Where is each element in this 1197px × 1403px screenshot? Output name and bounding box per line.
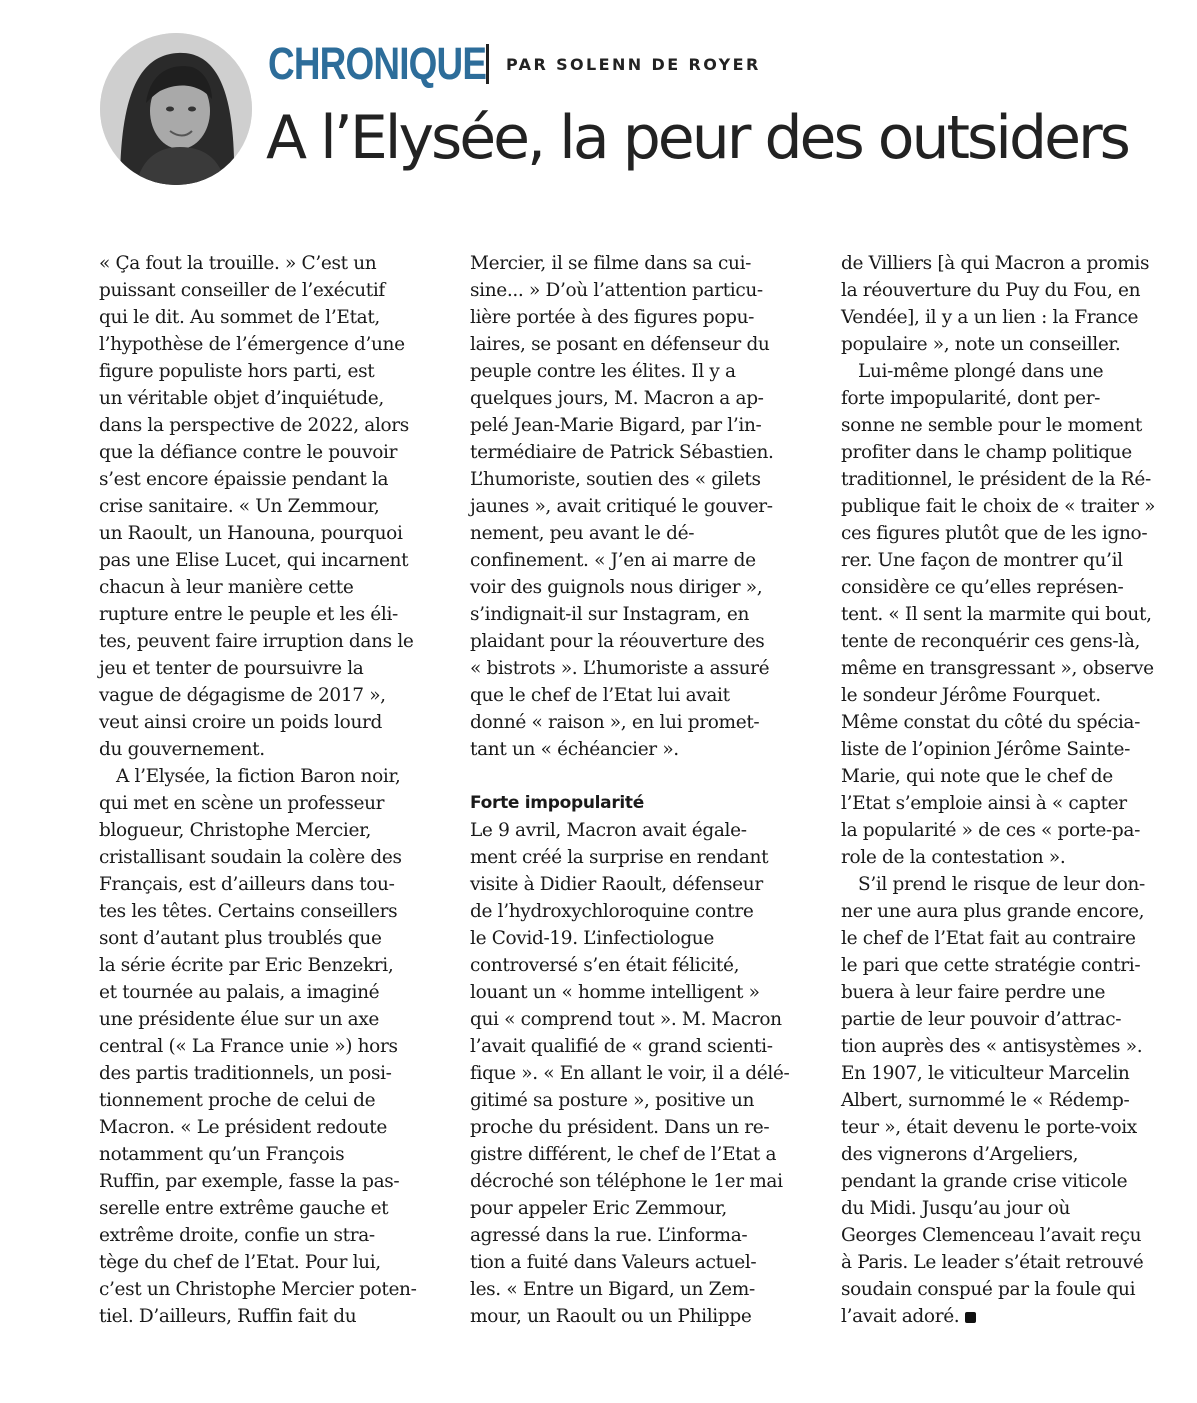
text-line bbox=[841, 1141, 1186, 1168]
text-line-content: quelques jours, M. Macron a ap- bbox=[470, 388, 764, 409]
text-line-content: proche du président. Dans un re- bbox=[470, 1117, 770, 1138]
subheading-text: Forte impopularité bbox=[470, 793, 644, 813]
text-line-content: mour, un Raoult ou un Philippe bbox=[470, 1306, 752, 1327]
text-line bbox=[99, 1033, 444, 1060]
text-line-content: nement, peu avant le dé- bbox=[470, 523, 695, 544]
text-line-content: Mercier, il se filme dans sa cui- bbox=[470, 253, 752, 274]
text-line bbox=[841, 439, 1186, 466]
text-line bbox=[841, 331, 1186, 358]
text-line bbox=[841, 304, 1186, 331]
text-line bbox=[841, 1060, 1186, 1087]
text-line bbox=[470, 1114, 815, 1141]
text-line bbox=[470, 466, 815, 493]
text-line bbox=[470, 1033, 815, 1060]
text-line bbox=[841, 250, 1186, 277]
text-line bbox=[99, 979, 444, 1006]
text-line bbox=[841, 277, 1186, 304]
text-line-content: Le 9 avril, Macron avait égale- bbox=[470, 820, 747, 841]
text-line-content: tente de reconquérir ces gens-là, bbox=[841, 631, 1141, 652]
text-line bbox=[99, 466, 444, 493]
text-line bbox=[841, 574, 1186, 601]
text-line bbox=[841, 1087, 1186, 1114]
text-line-content: peuple contre les élites. Il y a bbox=[470, 361, 736, 382]
text-line-content: la popularité » de ces « porte-pa- bbox=[841, 820, 1140, 841]
text-line-content: décroché son téléphone le 1er mai bbox=[470, 1171, 783, 1192]
text-line bbox=[99, 709, 444, 736]
text-line bbox=[841, 628, 1186, 655]
text-line-content: tes les têtes. Certains conseillers bbox=[99, 901, 398, 922]
text-line bbox=[99, 763, 444, 790]
text-line bbox=[470, 655, 815, 682]
text-line bbox=[841, 358, 1186, 385]
text-line-content: sont d’autant plus troublés que bbox=[99, 928, 382, 949]
text-line bbox=[99, 250, 444, 277]
text-line-content: sonne ne semble pour le moment bbox=[841, 415, 1142, 436]
text-line bbox=[470, 520, 815, 547]
text-line-content: A l’Elysée, la fiction Baron noir, bbox=[116, 766, 401, 787]
text-line-content: traditionnel, le président de la Ré- bbox=[841, 469, 1151, 490]
text-line bbox=[99, 655, 444, 682]
text-line bbox=[99, 1168, 444, 1195]
text-line-content: visite à Didier Raoult, défenseur bbox=[470, 874, 763, 895]
text-line-content: considère ce qu’elles représen- bbox=[841, 577, 1124, 598]
text-line-content: plaidant pour la réouverture des bbox=[470, 631, 765, 652]
text-line-content: une présidente élue sur un axe bbox=[99, 1009, 380, 1030]
text-line-content: s’indignait-il sur Instagram, en bbox=[470, 604, 750, 625]
text-line bbox=[470, 250, 815, 277]
text-line-content: soudain conspué par la foule qui bbox=[841, 1279, 1136, 1300]
article-column-3 bbox=[841, 250, 1186, 1330]
text-line-content: gitimé sa posture », positive un bbox=[470, 1090, 755, 1111]
text-line bbox=[841, 1303, 1186, 1330]
text-line bbox=[99, 439, 444, 466]
text-line-content: tant un « échéancier ». bbox=[470, 739, 679, 760]
text-line bbox=[470, 817, 815, 844]
text-line bbox=[99, 574, 444, 601]
text-line-content: L’humoriste, soutien des « gilets bbox=[470, 469, 761, 490]
text-line bbox=[841, 1222, 1186, 1249]
text-line-content: confinement. « J’en ai marre de bbox=[470, 550, 756, 571]
text-line-content: dans la perspective de 2022, alors bbox=[99, 415, 409, 436]
text-line bbox=[99, 385, 444, 412]
text-line-content: donné « raison », en lui promet- bbox=[470, 712, 760, 733]
text-line-content: un véritable objet d’inquiétude, bbox=[99, 388, 384, 409]
article-column-1 bbox=[99, 250, 444, 1330]
text-line bbox=[99, 493, 444, 520]
text-line bbox=[470, 1087, 815, 1114]
text-line-content: jaunes », avait critiqué le gouver- bbox=[470, 496, 773, 517]
text-line-content: du gouvernement. bbox=[99, 739, 265, 760]
text-line bbox=[99, 1303, 444, 1330]
text-line bbox=[470, 871, 815, 898]
text-line bbox=[99, 358, 444, 385]
text-line-content: laires, se posant en défenseur du bbox=[470, 334, 770, 355]
text-line-content: Français, est d’ailleurs dans tou- bbox=[99, 874, 395, 895]
section-subheading bbox=[470, 790, 815, 817]
text-line bbox=[470, 1195, 815, 1222]
text-line-content: role de la contestation ». bbox=[841, 847, 1066, 868]
text-line-content: le pari que cette stratégie contri- bbox=[841, 955, 1141, 976]
text-line bbox=[470, 439, 815, 466]
text-line bbox=[841, 817, 1186, 844]
text-line-content: à Paris. Le leader s’était retrouvé bbox=[841, 1252, 1144, 1273]
text-line-content: teur », était devenu le porte-voix bbox=[841, 1117, 1137, 1138]
text-line-content: tège du chef de l’Etat. Pour lui, bbox=[99, 1252, 381, 1273]
text-line bbox=[841, 763, 1186, 790]
text-line-content: cristallisant soudain la colère des bbox=[99, 847, 402, 868]
text-line bbox=[841, 493, 1186, 520]
text-line-content: Même constat du côté du spécia- bbox=[841, 712, 1140, 733]
text-line bbox=[99, 1141, 444, 1168]
text-line-content: ner une aura plus grande encore, bbox=[841, 901, 1145, 922]
author-portrait-image bbox=[100, 33, 252, 185]
text-line bbox=[470, 331, 815, 358]
text-line-content: Marie, qui note que le chef de bbox=[841, 766, 1113, 787]
text-line bbox=[470, 1141, 815, 1168]
text-line bbox=[99, 682, 444, 709]
article-column-2 bbox=[470, 250, 815, 1330]
text-line-content: un Raoult, un Hanouna, pourquoi bbox=[99, 523, 403, 544]
text-line bbox=[470, 574, 815, 601]
text-line-content: buera à leur faire perdre une bbox=[841, 982, 1106, 1003]
text-line-content: Macron. « Le président redoute bbox=[99, 1117, 387, 1138]
text-line-content: tiel. D’ailleurs, Ruffin fait du bbox=[99, 1306, 357, 1327]
text-line bbox=[99, 844, 444, 871]
text-line-content: Georges Clemenceau l’avait reçu bbox=[841, 1225, 1142, 1246]
text-line bbox=[470, 412, 815, 439]
text-line-content: s’est encore épaissie pendant la bbox=[99, 469, 389, 490]
text-line bbox=[470, 844, 815, 871]
text-line-content: Albert, surnommé le « Rédemp- bbox=[841, 1090, 1130, 1111]
text-line-content: sine... » D’où l’attention particu- bbox=[470, 280, 763, 301]
text-line bbox=[841, 1168, 1186, 1195]
text-line-content: l’Etat s’emploie ainsi à « capter bbox=[841, 793, 1127, 814]
text-line bbox=[99, 601, 444, 628]
text-line-content: l’avait qualifié de « grand scienti- bbox=[470, 1036, 773, 1057]
text-line bbox=[470, 1222, 815, 1249]
text-line-content: pendant la grande crise viticole bbox=[841, 1171, 1128, 1192]
text-line bbox=[99, 277, 444, 304]
text-line-content: lière portée à des figures popu- bbox=[470, 307, 755, 328]
text-line-content: partie de leur pouvoir d’attrac- bbox=[841, 1009, 1122, 1030]
text-line bbox=[470, 1168, 815, 1195]
text-line-content: ces figures plutôt que de les igno- bbox=[841, 523, 1148, 544]
text-line bbox=[841, 736, 1186, 763]
text-line bbox=[841, 682, 1186, 709]
text-line-content: « bistrots ». L’humoriste a assuré bbox=[470, 658, 770, 679]
text-line bbox=[470, 547, 815, 574]
text-line bbox=[470, 1276, 815, 1303]
text-line bbox=[841, 709, 1186, 736]
text-line bbox=[841, 1276, 1186, 1303]
text-line-content: tent. « Il sent la marmite qui bout, bbox=[841, 604, 1152, 625]
text-line-content: blogueur, Christophe Mercier, bbox=[99, 820, 372, 841]
text-line bbox=[470, 952, 815, 979]
rubric-separator bbox=[486, 44, 489, 84]
text-line bbox=[841, 871, 1186, 898]
text-line-content: pas une Elise Lucet, qui incarnent bbox=[99, 550, 409, 571]
text-line-content: même en transgressant », observe bbox=[841, 658, 1154, 679]
text-line bbox=[99, 547, 444, 574]
text-line bbox=[470, 304, 815, 331]
text-line-content: du Midi. Jusqu’au jour où bbox=[841, 1198, 1071, 1219]
text-line-content: l’hypothèse de l’émergence d’une bbox=[99, 334, 405, 355]
text-line bbox=[470, 628, 815, 655]
text-line-content: louant un « homme intelligent » bbox=[470, 982, 760, 1003]
text-line-content: chacun à leur manière cette bbox=[99, 577, 354, 598]
text-line-content: Vendée], il y a un lien : la France bbox=[841, 307, 1139, 328]
text-line-content: qui le dit. Au sommet de l’Etat, bbox=[99, 307, 380, 328]
text-line-content: tionnement proche de celui de bbox=[99, 1090, 376, 1111]
text-line bbox=[470, 682, 815, 709]
text-line bbox=[841, 1249, 1186, 1276]
text-line bbox=[99, 898, 444, 925]
text-line-content: profiter dans le champ politique bbox=[841, 442, 1132, 463]
text-line bbox=[470, 277, 815, 304]
text-line-content: qui « comprend tout ». M. Macron bbox=[470, 1009, 782, 1030]
text-line bbox=[841, 790, 1186, 817]
text-line-content: extrême droite, confie un stra- bbox=[99, 1225, 375, 1246]
text-line-content: vague de dégagisme de 2017 », bbox=[99, 685, 386, 706]
text-line bbox=[841, 520, 1186, 547]
text-line bbox=[470, 601, 815, 628]
text-line bbox=[841, 601, 1186, 628]
text-line bbox=[99, 412, 444, 439]
text-line-content: pour appeler Eric Zemmour, bbox=[470, 1198, 727, 1219]
text-line bbox=[470, 1303, 815, 1330]
text-line bbox=[99, 817, 444, 844]
text-line-content: En 1907, le viticulteur Marcelin bbox=[841, 1063, 1130, 1084]
text-line bbox=[841, 898, 1186, 925]
text-line-content: tion auprès des « antisystèmes ». bbox=[841, 1036, 1143, 1057]
text-line-content: des partis traditionnels, un posi- bbox=[99, 1063, 392, 1084]
text-line-content: serelle entre extrême gauche et bbox=[99, 1198, 389, 1219]
text-line bbox=[470, 1249, 815, 1276]
text-line bbox=[470, 1006, 815, 1033]
text-line bbox=[841, 979, 1186, 1006]
text-line-content: la réouverture du Puy du Fou, en bbox=[841, 280, 1141, 301]
text-line-content: fique ». « En allant le voir, il a délé- bbox=[470, 1063, 790, 1084]
text-line bbox=[470, 898, 815, 925]
text-line bbox=[99, 790, 444, 817]
text-line-content: ment créé la surprise en rendant bbox=[470, 847, 769, 868]
text-line bbox=[99, 1276, 444, 1303]
text-line bbox=[841, 412, 1186, 439]
text-line bbox=[99, 1114, 444, 1141]
text-line bbox=[841, 466, 1186, 493]
text-line bbox=[470, 979, 815, 1006]
text-line-content: la série écrite par Eric Benzekri, bbox=[99, 955, 394, 976]
text-line bbox=[99, 1249, 444, 1276]
text-line-content: le sondeur Jérôme Fourquet. bbox=[841, 685, 1101, 706]
rubric-label: CHRONIQUE bbox=[268, 38, 487, 89]
text-line-content: rer. Une façon de montrer qu’il bbox=[841, 550, 1123, 571]
text-line bbox=[99, 1006, 444, 1033]
text-line-content: et tournée au palais, a imaginé bbox=[99, 982, 380, 1003]
text-line-content: l’avait adoré. bbox=[841, 1306, 960, 1327]
text-line-content: qui met en scène un professeur bbox=[99, 793, 385, 814]
text-line-content: le chef de l’Etat fait au contraire bbox=[841, 928, 1136, 949]
text-line-content: que le chef de l’Etat lui avait bbox=[470, 685, 730, 706]
text-line-content: rupture entre le peuple et les éli- bbox=[99, 604, 398, 625]
text-line-content: gistre différent, le chef de l’Etat a bbox=[470, 1144, 777, 1165]
text-line-content: de Villiers [à qui Macron a promis bbox=[841, 253, 1150, 274]
text-line bbox=[841, 925, 1186, 952]
text-line-content: que la défiance contre le pouvoir bbox=[99, 442, 398, 463]
text-line-content: puissant conseiller de l’exécutif bbox=[99, 280, 385, 301]
text-line-content: « Ça fout la trouille. » C’est un bbox=[99, 253, 377, 274]
text-line bbox=[99, 736, 444, 763]
rubric-header bbox=[268, 38, 761, 90]
text-line bbox=[470, 925, 815, 952]
text-line-content: jeu et tenter de poursuivre la bbox=[99, 658, 364, 679]
text-line-content: central (« La France unie ») hors bbox=[99, 1036, 398, 1057]
text-line-content: liste de l’opinion Jérôme Sainte- bbox=[841, 739, 1131, 760]
text-line-content: de l’hydroxychloroquine contre bbox=[470, 901, 754, 922]
text-line-content: c’est un Christophe Mercier poten- bbox=[99, 1279, 417, 1300]
text-line bbox=[841, 952, 1186, 979]
text-line-content: populaire », note un conseiller. bbox=[841, 334, 1121, 355]
text-line-content: publique fait le choix de « traiter » bbox=[841, 496, 1156, 517]
text-line-content: figure populiste hors parti, est bbox=[99, 361, 375, 382]
text-line-content: des vignerons d’Argeliers, bbox=[841, 1144, 1079, 1165]
text-line bbox=[841, 1195, 1186, 1222]
text-line bbox=[99, 331, 444, 358]
end-of-article-icon bbox=[965, 1312, 976, 1323]
text-line-content: crise sanitaire. « Un Zemmour, bbox=[99, 496, 380, 517]
text-line bbox=[99, 304, 444, 331]
text-line bbox=[470, 709, 815, 736]
text-line bbox=[841, 1114, 1186, 1141]
text-line-content: controversé s’en était félicité, bbox=[470, 955, 740, 976]
text-line bbox=[99, 520, 444, 547]
text-line bbox=[99, 952, 444, 979]
text-line bbox=[470, 493, 815, 520]
text-line bbox=[99, 1060, 444, 1087]
text-line bbox=[470, 736, 815, 763]
text-line-content: pelé Jean-Marie Bigard, par l’in- bbox=[470, 415, 762, 436]
byline: PAR SOLENN DE ROYER bbox=[506, 54, 761, 74]
text-line-content: agressé dans la rue. L’informa- bbox=[470, 1225, 748, 1246]
text-line bbox=[841, 547, 1186, 574]
article-headline: A l’Elysée, la peur des outsiders bbox=[266, 103, 1128, 173]
text-line-content: termédiaire de Patrick Sébastien. bbox=[470, 442, 774, 463]
text-line-content: le Covid-19. L’infectiologue bbox=[470, 928, 714, 949]
text-line bbox=[470, 358, 815, 385]
text-line bbox=[99, 1222, 444, 1249]
text-line-content: les. « Entre un Bigard, un Zem- bbox=[470, 1279, 755, 1300]
text-line bbox=[99, 1087, 444, 1114]
text-line bbox=[841, 1006, 1186, 1033]
author-photo bbox=[100, 33, 252, 185]
text-line-content: tes, peuvent faire irruption dans le bbox=[99, 631, 414, 652]
text-line bbox=[99, 1195, 444, 1222]
text-line bbox=[841, 655, 1186, 682]
text-line bbox=[99, 925, 444, 952]
text-line-content: S’il prend le risque de leur don- bbox=[858, 874, 1145, 895]
text-line-content: Ruffin, par exemple, fasse la pas- bbox=[99, 1171, 400, 1192]
text-line-content: Lui-même plongé dans une bbox=[858, 361, 1104, 382]
text-line-content: forte impopularité, dont per- bbox=[841, 388, 1101, 409]
text-line bbox=[841, 844, 1186, 871]
text-line bbox=[99, 871, 444, 898]
text-line bbox=[841, 385, 1186, 412]
text-line bbox=[99, 628, 444, 655]
text-line bbox=[470, 1060, 815, 1087]
text-line bbox=[841, 1033, 1186, 1060]
text-line-content: notamment qu’un François bbox=[99, 1144, 345, 1165]
text-line bbox=[470, 385, 815, 412]
text-line-content: tion a fuité dans Valeurs actuel- bbox=[470, 1252, 757, 1273]
text-line-content: voir des guignols nous diriger », bbox=[470, 577, 763, 598]
paragraph-gap bbox=[470, 763, 815, 790]
text-line-content: veut ainsi croire un poids lourd bbox=[99, 712, 382, 733]
